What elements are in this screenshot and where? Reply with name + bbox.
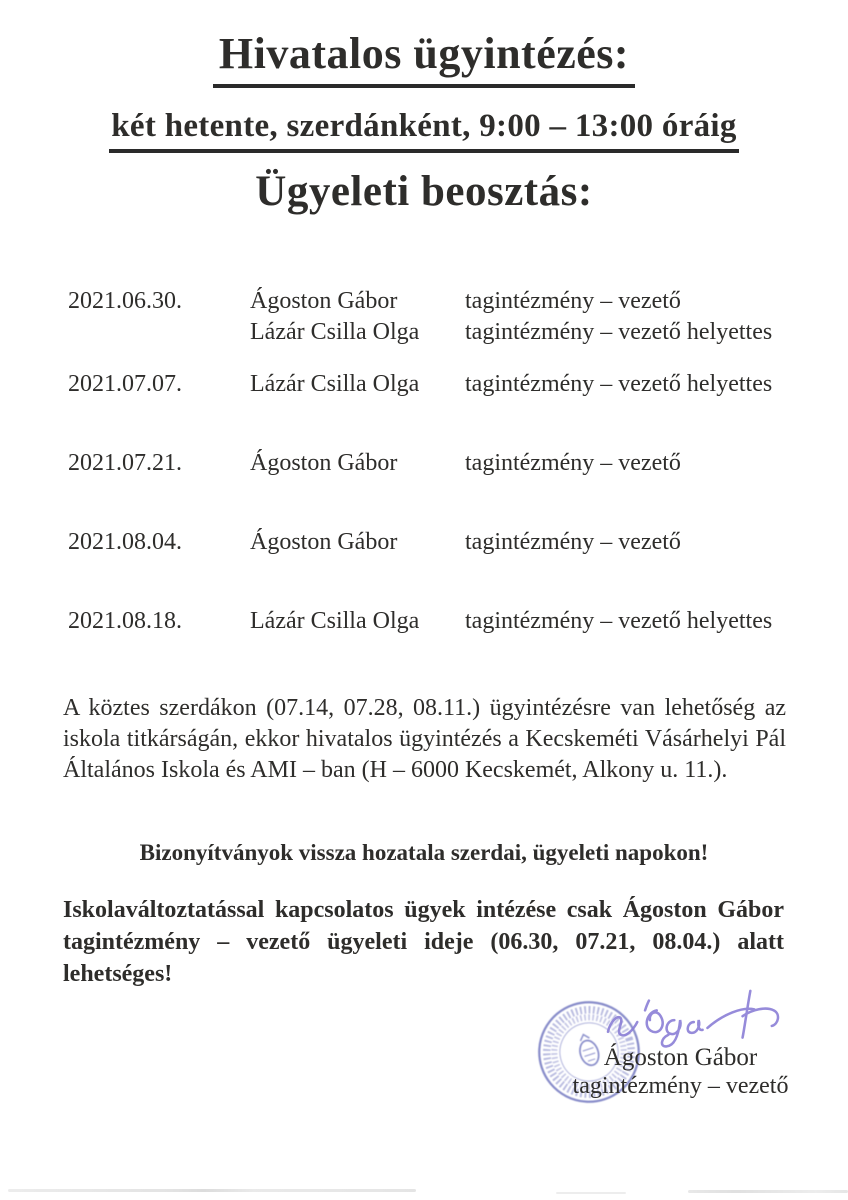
title-row	[0, 0, 848, 88]
schedule-date: 2021.06.30.	[68, 288, 182, 314]
schedule-date: 2021.08.04.	[68, 529, 182, 555]
schedule-role: tagintézmény – vezető	[465, 288, 681, 314]
schedule-name: Lázár Csilla Olga	[250, 371, 420, 397]
schedule-row	[68, 448, 848, 479]
scan-artifact	[556, 1192, 626, 1194]
page-subtitle: két hetente, szerdánként, 9:00 – 13:00 óráig	[109, 108, 738, 153]
schedule-row	[68, 286, 848, 348]
schedule-role: tagintézmény – vezető helyettes	[465, 608, 773, 634]
schedule-role: tagintézmény – vezető helyettes	[465, 319, 773, 345]
schedule-name: Ágoston Gábor	[250, 450, 398, 476]
schedule-role: tagintézmény – vezető	[465, 450, 681, 476]
schedule-role: tagintézmény – vezető	[465, 529, 681, 555]
schedule-row	[68, 527, 848, 558]
schedule-date: 2021.08.18.	[68, 608, 182, 634]
signatory-name: Ágoston Gábor	[603, 1044, 758, 1071]
intermediate-wednesdays-note: A köztes szerdákon (07.14, 07.28, 08.11.) ügyintézésre van lehetőség az iskola titkárságán, ekkor hivatalos ügyintézés a Kecskeméti Vásárhelyi Pál Általános Iskola és AMI – ban (H – 6000 Kecskemét, Alkony u. 11.).	[63, 695, 786, 783]
section-heading: Ügyeleti beosztás:	[255, 168, 593, 215]
subtitle-row	[0, 108, 848, 153]
schedule-date: 2021.07.21.	[68, 450, 182, 476]
page-title: Hivatalos ügyintézés:	[213, 28, 635, 88]
duty-schedule	[68, 286, 848, 637]
schedule-name: Lázár Csilla Olga	[250, 608, 420, 634]
schedule-name: Lázár Csilla Olga	[250, 319, 420, 345]
scan-artifact	[688, 1190, 848, 1193]
signature-block	[520, 983, 830, 1123]
schedule-name: Ágoston Gábor	[250, 288, 398, 314]
schedule-name: Ágoston Gábor	[250, 529, 398, 555]
schedule-role: tagintézmény – vezető helyettes	[465, 371, 773, 397]
schedule-date: 2021.07.07.	[68, 371, 182, 397]
signatory-role: tagintézmény – vezető	[572, 1073, 789, 1099]
scan-artifact	[8, 1189, 416, 1192]
signatory	[558, 1043, 803, 1101]
certificates-notice: Bizonyítványok vissza hozatala szerdai, ügyeleti napokon!	[139, 840, 709, 865]
school-change-notice: Iskolaváltoztatással kapcsolatos ügyek intézése csak Ágoston Gábor tagintézmény – vezető ügyeleti ideje (06.30, 07.21, 08.04.) alatt lehetséges!	[63, 897, 784, 987]
section-heading-row	[0, 167, 848, 216]
schedule-row	[68, 369, 848, 400]
schedule-row	[68, 606, 848, 637]
